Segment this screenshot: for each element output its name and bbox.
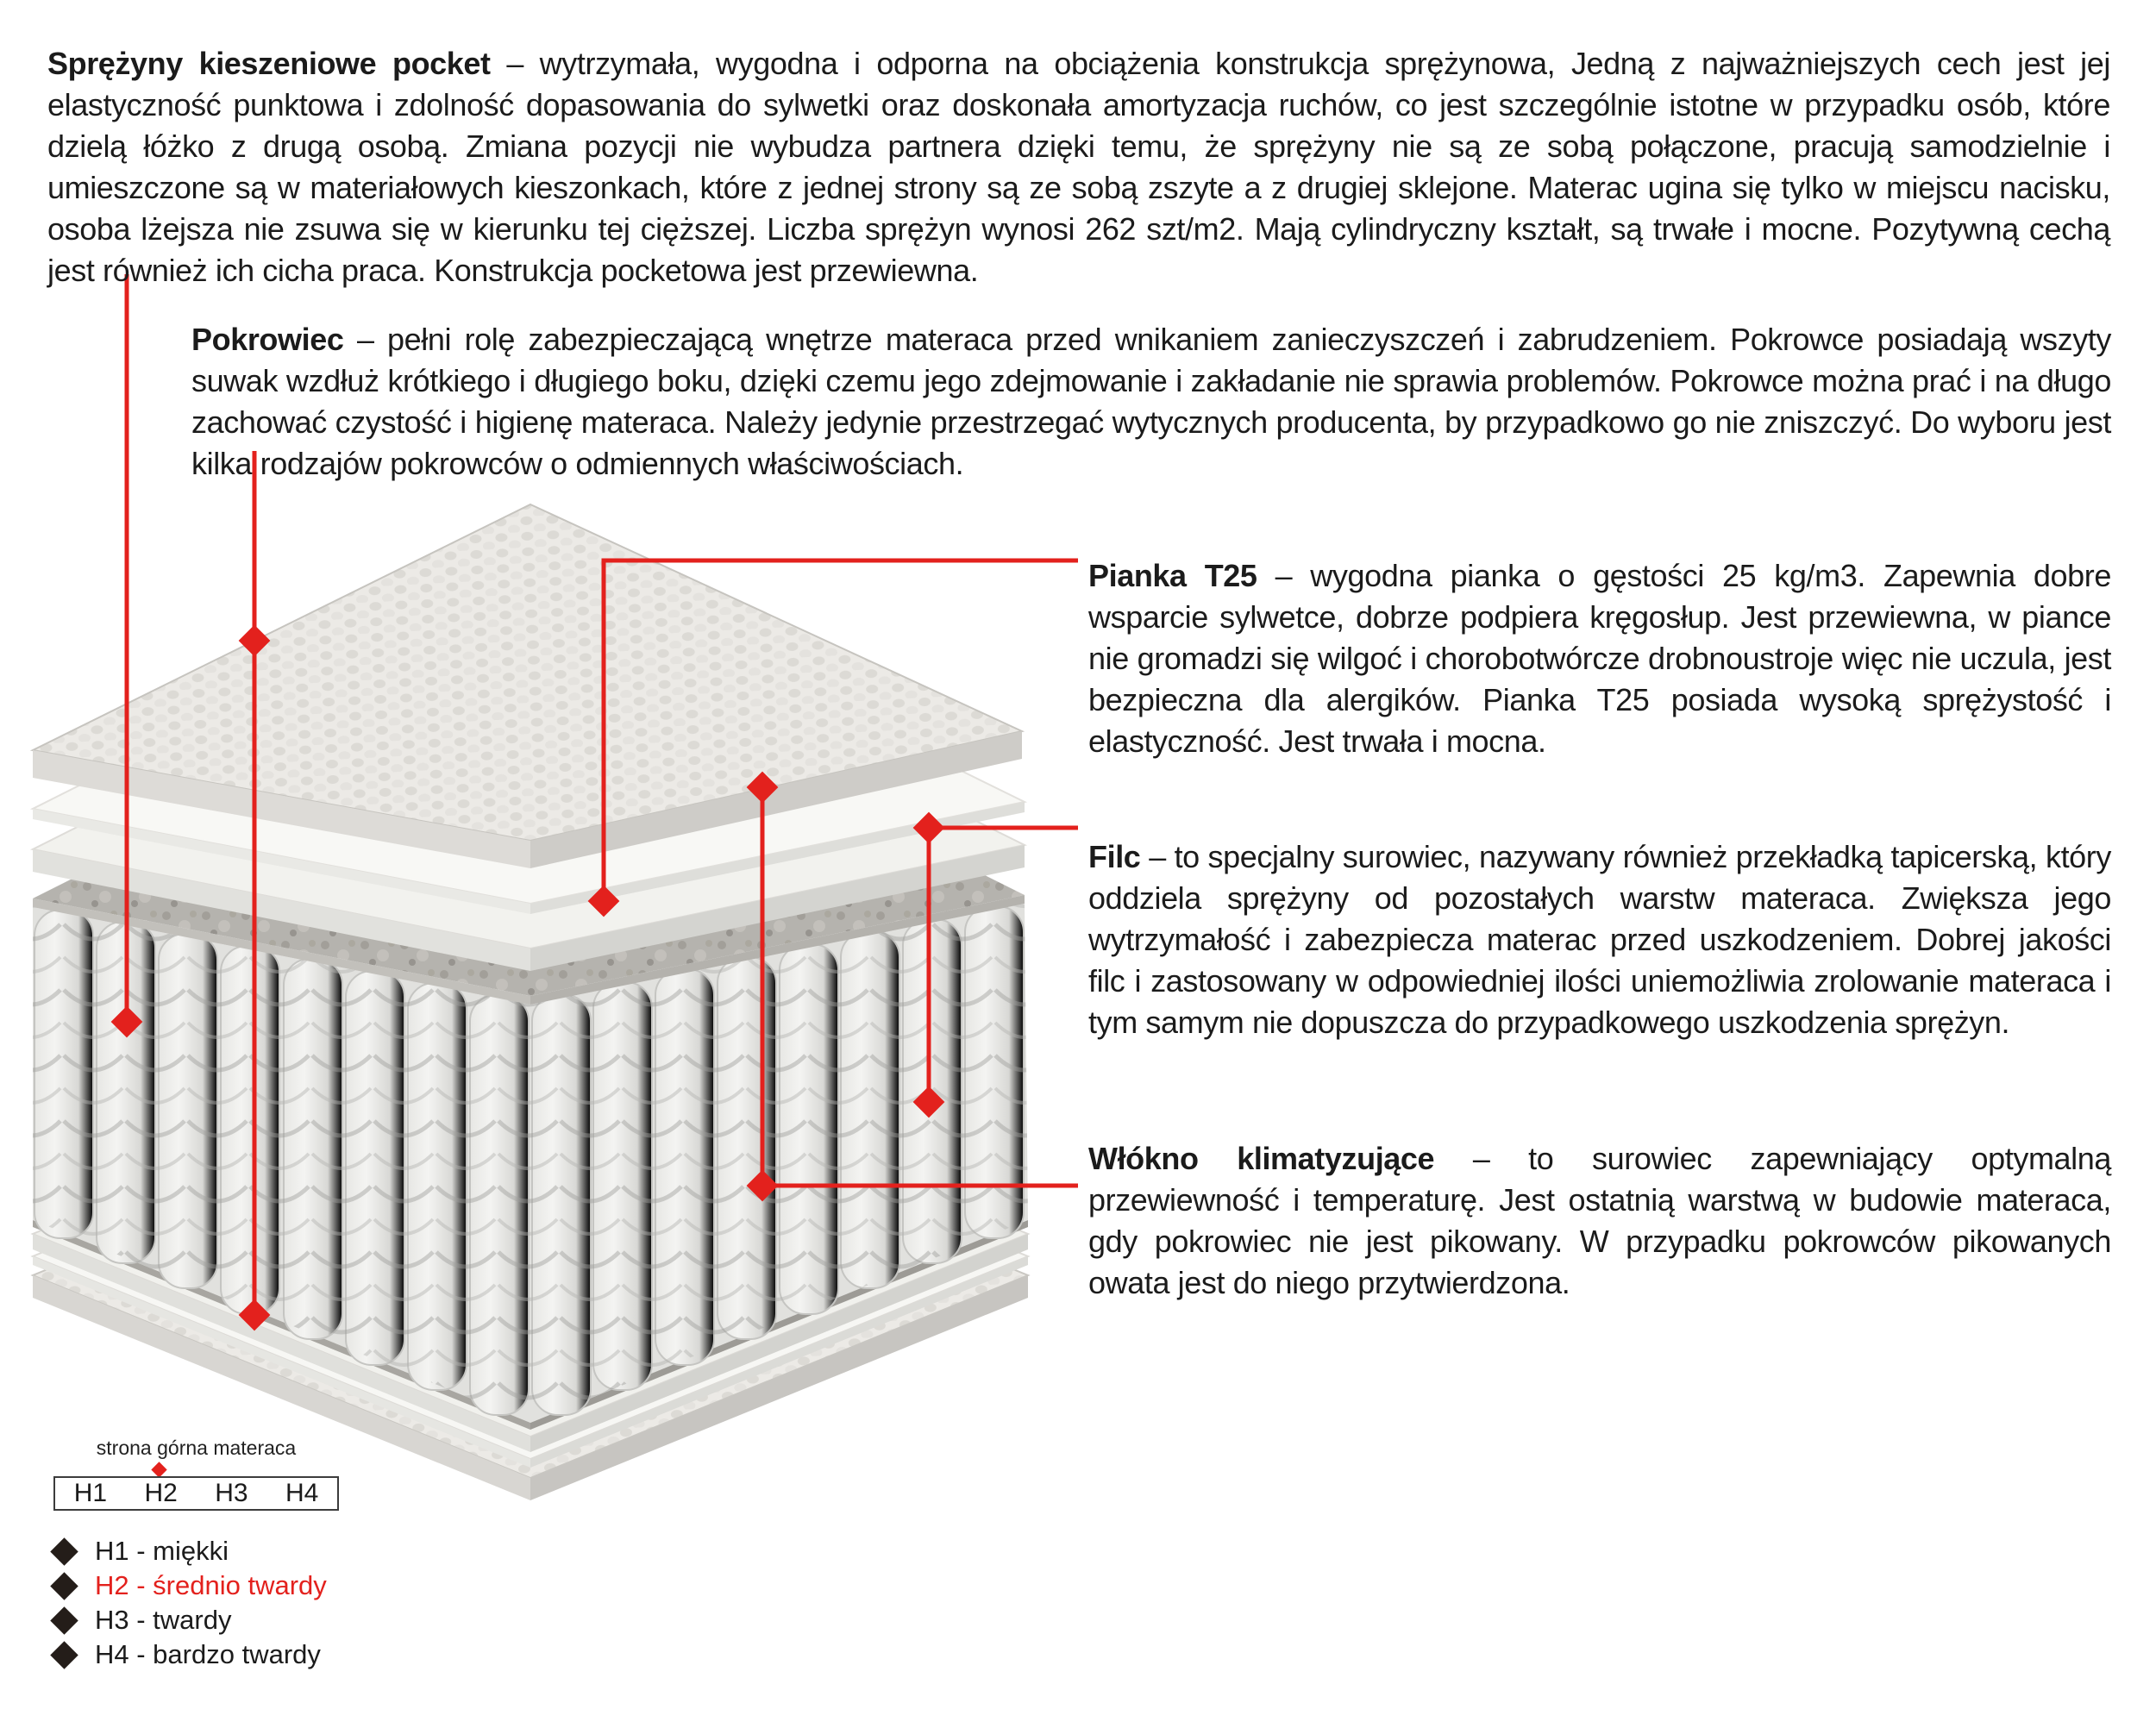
body-springs: – wytrzymała, wygodna i odporna na obciążenia konstrukcja sprężynowa, Jedną z najważniejszych cech jest jej elastyczność punktowa i zdolność dopasowania do sylwetki oraz doskonała amortyzacja ruchów, co jest szczególnie istotne w przypadku osób, które dzielą łóżko z drugą osobą. Zmiana pozycji nie wybudza partnera dzięki temu, że sprężyny nie są ze sobą połączone, pracują samodzielnie i umieszczone są w materiałowych kieszonkach, które z jednej strony są ze sobą zszyte a z drugiej sklejone. Materac ugina się tylko w miejscu nacisku, osoba lżejsza nie zsuwa się w kierunku tej cięższej. Liczba sprężyn wynosi 262 szt/m2. Mają cylindryczny kształt, są trwałe i mocne. Pozytywną cechą jest również ich cicha praca. Konstrukcja pocketowa jest przewiewna. bbox=[47, 46, 2110, 288]
legend-item-h2 bbox=[49, 1568, 567, 1603]
hardness-scale-h4: H4 bbox=[285, 1479, 319, 1507]
diamond-icon bbox=[50, 1572, 78, 1600]
heading-foam: Pianka T25 bbox=[1088, 558, 1257, 593]
hardness-scale-h3: H3 bbox=[215, 1479, 248, 1507]
heading-springs: Sprężyny kieszeniowe pocket bbox=[47, 46, 491, 81]
legend-label-h2: H2 - średnio twardy bbox=[95, 1570, 327, 1600]
diamond-icon bbox=[50, 1537, 78, 1566]
hardness-top-side-label: strona górna materaca bbox=[96, 1437, 297, 1459]
legend-label-h3: H3 - twardy bbox=[95, 1605, 232, 1635]
hardness-legend bbox=[49, 1534, 567, 1672]
body-fiber: – to surowiec zapewniający optymalną przewiewność i temperaturę. Jest ostatnią warstwą w budowie materaca, gdy pokrowiec nie jest pikowany. W przypadku pokrowców pikowanych owata jest do niego przytwierdzona. bbox=[1088, 1141, 2112, 1300]
legend-label-h1: H1 - miękki bbox=[95, 1536, 229, 1566]
heading-felt: Filc bbox=[1088, 839, 1141, 874]
hardness-scale bbox=[53, 1476, 339, 1511]
paragraph-springs bbox=[47, 43, 2110, 291]
paragraph-fiber bbox=[1088, 1138, 2111, 1304]
heading-cover: Pokrowiec bbox=[191, 322, 344, 357]
diamond-icon bbox=[50, 1641, 78, 1669]
hardness-scale-h1: H1 bbox=[73, 1479, 108, 1507]
diamond-icon bbox=[50, 1606, 78, 1635]
legend-item-h4 bbox=[49, 1637, 567, 1672]
legend-item-h3 bbox=[49, 1603, 567, 1637]
body-cover: – pełni rolę zabezpieczającą wnętrze materaca przed wnikaniem zanieczyszczeń i zabrudzeniem. Pokrowce posiadają wszyty suwak wzdłuż krótkiego i długiego boku, dzięki czemu jego zdejmowanie i zakładanie nie sprawia problemów. Pokrowce można prać i na długo zachować czystość i higienę materaca. Należy jedynie przestrzegać wytycznych producenta, by przypadkowo go nie zniszczyć. Do wyboru jest kilka rodzajów pokrowców o odmiennych właściwościach. bbox=[191, 322, 2112, 481]
hardness-scale-h2: H2 bbox=[144, 1479, 178, 1507]
body-felt: – to specjalny surowiec, nazywany również przekładką tapicerską, który oddziela sprężyny od pozostałych warstw materaca. Zwiększa jego wytrzymałość i zabezpiecza materac przed uszkodzeniem. Dobrej jakości filc i zastosowany w odpowiedniej ilości uniemożliwia zrolowanie materaca i tym samym nie dopuszcza do przypadkowego uszkodzenia sprężyn. bbox=[1088, 839, 2111, 1040]
legend-label-h4: H4 - bardzo twardy bbox=[95, 1639, 321, 1669]
body-foam: – wygodna pianka o gęstości 25 kg/m3. Zapewnia dobre wsparcie sylwetce, dobrze podpiera kręgosłup. Jest przewiewna, w piance nie gromadzi się wilgoć i chorobotwórcze drobnoustroje więc nie uczula, jest bezpieczna dla alergików. Pianka T25 posiada wysoką sprężystość i elastyczność. Jest trwała i mocna. bbox=[1088, 558, 2111, 759]
paragraph-cover bbox=[191, 319, 2111, 485]
paragraph-felt bbox=[1088, 836, 2111, 1043]
legend-item-h1 bbox=[49, 1534, 567, 1568]
heading-fiber: Włókno klimatyzujące bbox=[1088, 1141, 1435, 1176]
paragraph-foam bbox=[1088, 555, 2111, 762]
